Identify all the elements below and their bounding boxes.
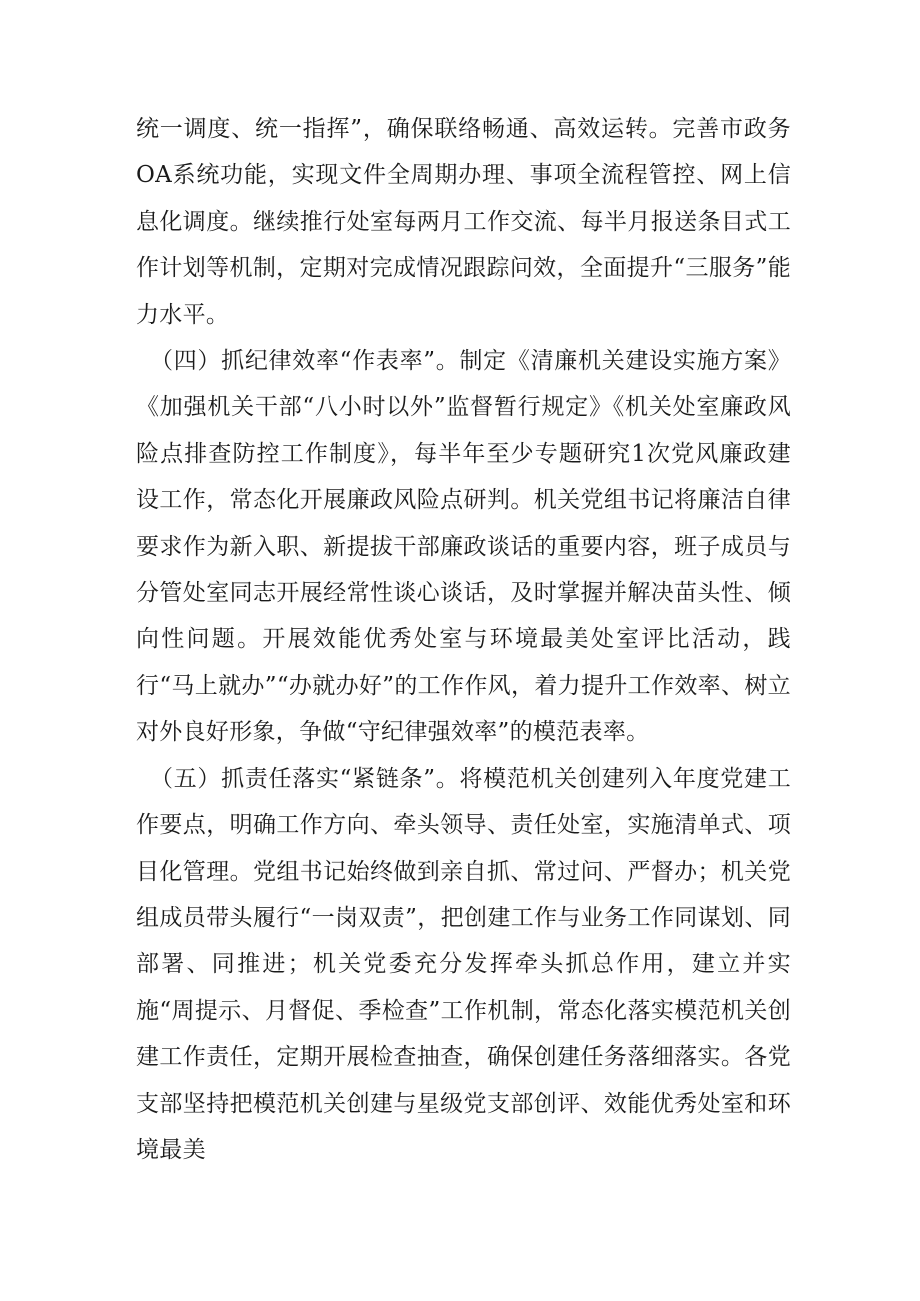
document-body	[136, 106, 791, 1173]
paragraph-section-five: （五）抓责任落实“紧链条”。将模范机关创建列入年度党建工作要点，明确工作方向、牵头领导、责任处室，实施清单式、项目化管理。党组书记始终做到亲自抓、常过问、严督办；机关党组成员带头履行“一岗双责”，把创建工作与业务工作同谋划、同部署、同推进；机关党委充分发挥牵头抓总作用，建立并实施“周提示、月督促、季检查”工作机制，常态化落实模范机关创建工作责任，定期开展检查抽查，确保创建任务落细落实。各党支部坚持把模范机关创建与星级党支部创评、效能优秀处室和环境最美	[136, 765, 791, 1163]
paragraph-continuation: 统一调度、统一指挥”，确保联络畅通、高效运转。完善市政务OA系统功能，实现文件全周期办理、事项全流程管控、网上信息化调度。继续推行处室每两月工作交流、每半月报送条目式工作计划等机制，定期对完成情况跟踪问效，全面提升“三服务”能力水平。	[136, 116, 791, 328]
paragraph-section-four: （四）抓纪律效率“作表率”。制定《清廉机关建设实施方案》《加强机关干部“八小时以外”监督暂行规定》《机关处室廉政风险点排查防控工作制度》，每半年至少专题研究1次党风廉政建设工作，常态化开展廉政风险点研判。机关党组书记将廉洁自律要求作为新入职、新提拔干部廉政谈话的重要内容，班子成员与分管处室同志开展经常性谈心谈话，及时掌握并解决苗头性、倾向性问题。开展效能优秀处室与环境最美处室评比活动，践行“马上就办”“办就办好”的工作作风，着力提升工作效率、树立对外良好形象，争做“守纪律强效率”的模范表率。	[136, 348, 791, 746]
